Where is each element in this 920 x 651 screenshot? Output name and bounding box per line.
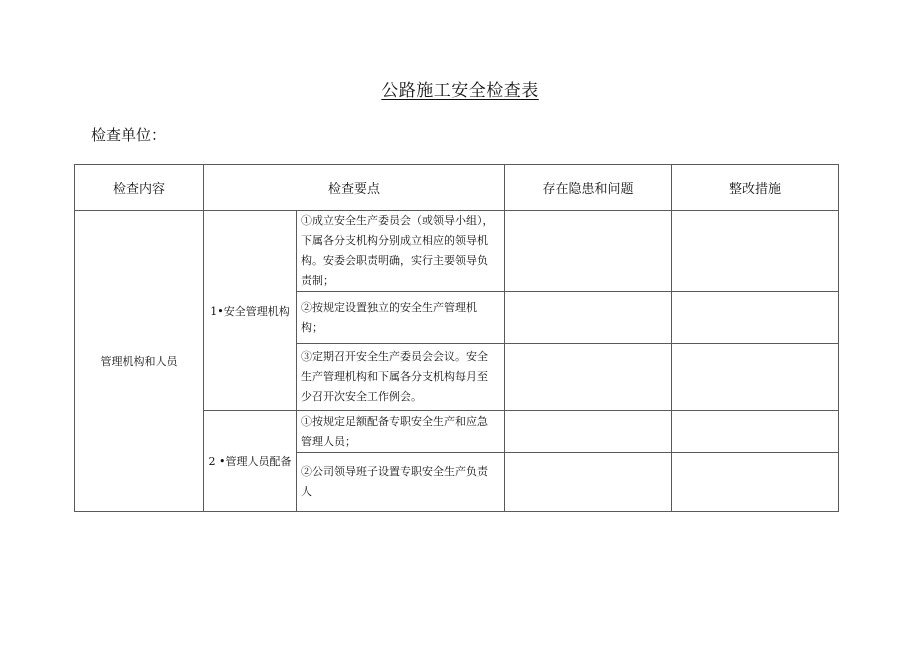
- hazard-cell[interactable]: [505, 292, 672, 344]
- check-point-item: ①成立安全生产委员会（或领导小组），下属各分支机构分别成立相应的领导机 构。安委会职责明确，实行主要领导负 责制；: [297, 211, 505, 292]
- inspection-table: [74, 164, 839, 512]
- header-hazards: 存在隐患和问题: [505, 165, 672, 211]
- category-cell: 管理机构和人员: [75, 211, 204, 512]
- hazard-cell[interactable]: [505, 453, 672, 512]
- check-point-item: ①按规定足额配备专职安全生产和应急 管理人员；: [297, 411, 505, 453]
- header-check-points: 检查要点: [204, 165, 505, 211]
- hazard-cell[interactable]: [505, 411, 672, 453]
- table-row: [75, 211, 839, 292]
- rectification-cell[interactable]: [672, 453, 839, 512]
- check-point-item: ②按规定设置独立的安全生产管理机 构；: [297, 292, 505, 344]
- rectification-cell[interactable]: [672, 292, 839, 344]
- rectification-cell[interactable]: [672, 344, 839, 411]
- group-label-staffing: 2 •管理人员配备: [204, 411, 297, 512]
- rectification-cell[interactable]: [672, 211, 839, 292]
- page-title: 公路施工安全检查表: [381, 81, 539, 101]
- rectification-cell[interactable]: [672, 411, 839, 453]
- table-header-row: [75, 165, 839, 211]
- hazard-cell[interactable]: [505, 211, 672, 292]
- header-rectification: 整改措施: [672, 165, 839, 211]
- group-label-management-org: 1•安全管理机构: [204, 211, 297, 411]
- check-point-item: ②公司领导班子设置专职安全生产负责 人: [297, 453, 505, 512]
- inspection-unit-label: 检查单位：: [91, 126, 167, 144]
- check-point-item: ③定期召开安全生产委员会会议。安全 生产管理机构和下属各分支机构每月至 少召开次安全工作例会。: [297, 344, 505, 411]
- header-check-content: 检查内容: [75, 165, 204, 211]
- hazard-cell[interactable]: [505, 344, 672, 411]
